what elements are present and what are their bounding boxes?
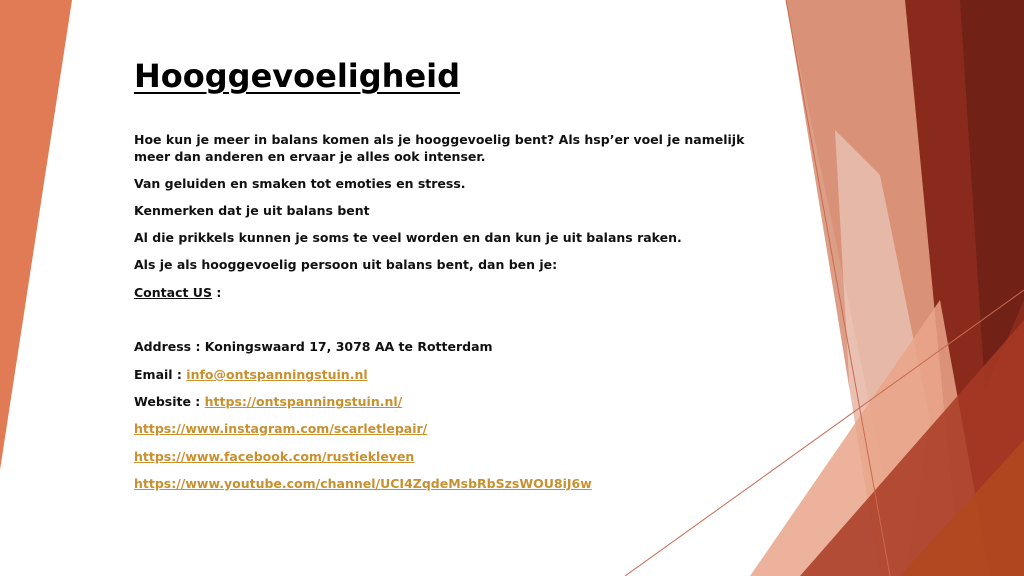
contact-us-link[interactable]: Contact US xyxy=(134,285,212,300)
website-label: Website : xyxy=(134,394,205,409)
facebook-link[interactable]: https://www.facebook.com/rustiekleven xyxy=(134,449,415,464)
contact-suffix: : xyxy=(211,285,222,300)
instagram-link[interactable]: https://www.instagram.com/scarletlepair/ xyxy=(134,421,428,436)
page-title: Hooggevoeligheid xyxy=(134,57,461,95)
facebook-line xyxy=(134,448,779,465)
email-link[interactable]: info@ontspanningstuin.nl xyxy=(186,367,368,382)
signs-paragraph: Kenmerken dat je uit balans bent xyxy=(134,203,370,218)
intro-paragraph: Hoe kun je meer in balans komen als je hooggevoelig bent? Als hsp’er voel je namelijk meer dan anderen en ervaar je alles ook intenser. xyxy=(134,132,745,164)
youtube-link[interactable]: https://www.youtube.com/channel/UCI4ZqdeMsbRbSzsWOU8iJ6w xyxy=(134,476,592,491)
left-orange-band xyxy=(0,0,72,470)
website-link[interactable]: https://ontspanningstuin.nl/ xyxy=(204,394,403,409)
stimuli-paragraph: Al die prikkels kunnen je soms te veel worden en dan kun je uit balans raken. xyxy=(134,230,682,245)
youtube-line xyxy=(134,475,779,492)
instagram-line xyxy=(134,420,779,437)
email-label: Email : xyxy=(134,367,187,382)
contact-line xyxy=(134,284,779,301)
sounds-paragraph: Van geluiden en smaken tot emoties en stress. xyxy=(134,176,466,191)
website-line xyxy=(134,393,779,410)
unbalanced-paragraph: Als je als hooggevoelig persoon uit balans bent, dan ben je: xyxy=(134,257,558,272)
address-line: Address : Koningswaard 17, 3078 AA te Rotterdam xyxy=(134,339,493,354)
email-line xyxy=(134,366,779,383)
